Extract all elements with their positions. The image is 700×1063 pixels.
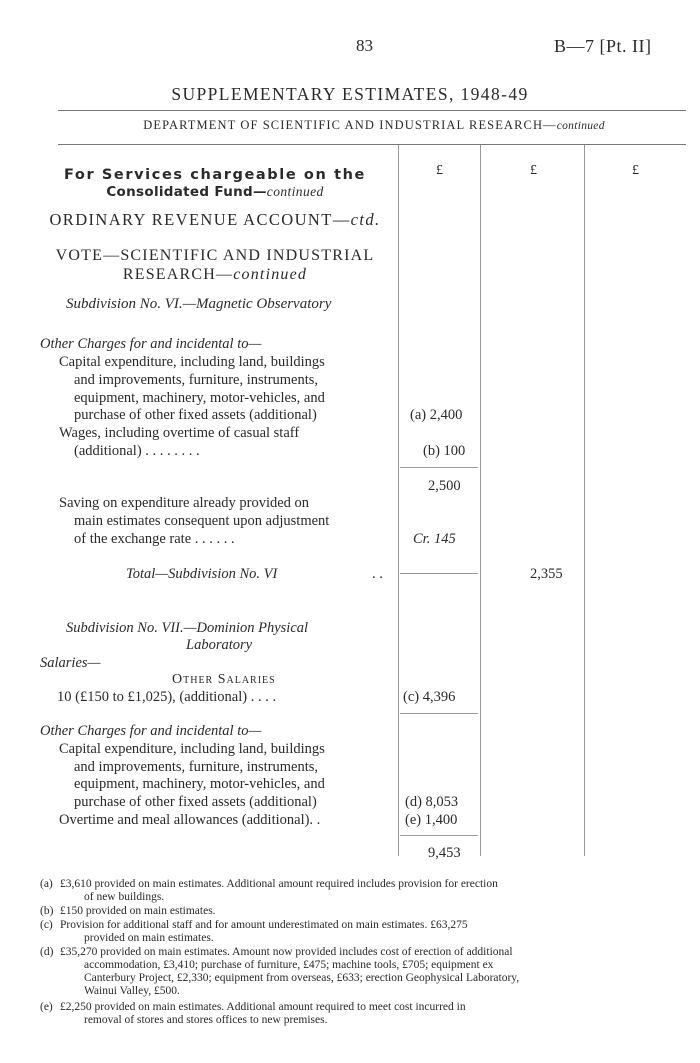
footnote-d-line-2: accommodation, £3,410; purchase of furniture, £475; machine tools, £705; equipment ex bbox=[84, 959, 494, 971]
services-heading-fund: Consolidated Fund—continued bbox=[106, 184, 324, 200]
sub7-other-charges: Other Charges for and incidental to— bbox=[40, 723, 262, 739]
sub6-subtotal-rule bbox=[400, 467, 478, 468]
sub7-salaries-amount: (c) 4,396 bbox=[403, 689, 456, 705]
sub6-total-rule bbox=[400, 573, 478, 574]
sub6-capital-amount: (a) 2,400 bbox=[410, 407, 463, 423]
footnote-d-label: (d) bbox=[40, 946, 54, 958]
sub7-capital-line-2: and improvements, furniture, instruments, bbox=[74, 759, 319, 775]
footnote-c-line-2: provided on main estimates. bbox=[84, 932, 214, 944]
footnote-e-label: (e) bbox=[40, 1001, 53, 1013]
sub6-capital-line-4: purchase of other fixed assets (additional) bbox=[74, 407, 317, 423]
column-rule-1 bbox=[398, 145, 399, 856]
sub7-overtime-amount: (e) 1,400 bbox=[405, 812, 458, 828]
sub7-salaries-rule bbox=[400, 713, 478, 714]
sub7-capital-line-1: Capital expenditure, including land, buildings bbox=[59, 741, 325, 757]
vote-heading: VOTE—SCIENTIFIC AND INDUSTRIAL RESEARCH—continued bbox=[55, 247, 375, 283]
sub6-capital-line-2: and improvements, furniture, instruments, bbox=[74, 372, 319, 388]
footnote-a-line-2: of new buildings. bbox=[84, 891, 165, 903]
footnote-d-line-4: Wainui Valley, £500. bbox=[84, 985, 180, 997]
page-number: 83 bbox=[356, 36, 373, 55]
sub6-wages-line-2: (additional) . . . . . . . . bbox=[74, 443, 200, 459]
sub6-wages-amount: (b) 100 bbox=[423, 443, 466, 459]
footnote-e-line-1: £2,250 provided on main estimates. Additional amount required to meet cost incurred in bbox=[60, 1001, 466, 1013]
footnote-c-line-1: Provision for additional staff and for amount underestimated on main estimates. £63,275 bbox=[60, 919, 468, 931]
footnote-a-label: (a) bbox=[40, 878, 53, 890]
sub6-saving-line-2: main estimates consequent upon adjustment bbox=[74, 513, 330, 529]
sub7-capital-line-4: purchase of other fixed assets (additional) bbox=[74, 794, 317, 810]
account-heading: ORDINARY REVENUE ACCOUNT—ctd. bbox=[49, 210, 381, 229]
sub7-salaries-line: 10 (£150 to £1,025), (additional) . . . . bbox=[57, 689, 277, 705]
footnote-b-label: (b) bbox=[40, 905, 54, 917]
footnote-d-line-3: Canterbury Project, £2,330; equipment from overseas, £633; erection Geophysical Laboratory, bbox=[84, 972, 520, 984]
column-heading-1: £ bbox=[436, 163, 443, 178]
sub7-subtotal-rule bbox=[400, 835, 478, 836]
sub6-saving-line-3: of the exchange rate . . . . . . bbox=[74, 531, 235, 547]
sub7-other-salaries: Other Salaries bbox=[172, 672, 276, 687]
footnote-b-line-1: £150 provided on main estimates. bbox=[60, 905, 216, 917]
sub7-salaries: Salaries— bbox=[40, 655, 101, 671]
column-heading-3: £ bbox=[632, 163, 639, 178]
document-reference: B—7 [Pt. II] bbox=[554, 36, 652, 56]
title-rule bbox=[58, 110, 686, 111]
sub7-subtotal: 9,453 bbox=[428, 845, 461, 861]
footnote-c-label: (c) bbox=[40, 919, 53, 931]
subdivision-7-title-line-2: Laboratory bbox=[186, 637, 253, 653]
sub6-subtotal: 2,500 bbox=[428, 478, 461, 494]
sub6-saving-line-1: Saving on expenditure already provided on bbox=[59, 495, 310, 511]
sub6-total-amount: 2,355 bbox=[530, 566, 563, 582]
sub7-capital-amount: (d) 8,053 bbox=[405, 794, 459, 810]
department-heading: DEPARTMENT OF SCIENTIFIC AND INDUSTRIAL RESEARCH—continued bbox=[143, 118, 605, 132]
sub7-overtime-line: Overtime and meal allowances (additional). . bbox=[59, 812, 321, 828]
services-heading: For Services chargeable on the bbox=[64, 167, 366, 183]
header-rule bbox=[58, 144, 686, 145]
subdivision-7-title: Subdivision No. VII.—Dominion Physical bbox=[66, 620, 309, 636]
sub6-capital-line-1: Capital expenditure, including land, buildings bbox=[59, 354, 325, 370]
sub7-capital-line-3: equipment, machinery, motor-vehicles, and bbox=[74, 776, 325, 792]
column-heading-2: £ bbox=[530, 163, 537, 178]
subdivision-6-title: Subdivision No. VI.—Magnetic Observatory bbox=[66, 296, 332, 312]
sub6-saving-amount: Cr. 145 bbox=[413, 531, 456, 547]
sub6-wages-line-1: Wages, including overtime of casual staff bbox=[59, 425, 300, 441]
column-rule-2 bbox=[480, 145, 481, 856]
sub6-capital-line-3: equipment, machinery, motor-vehicles, and bbox=[74, 390, 325, 406]
column-rule-3 bbox=[584, 145, 585, 856]
sub6-total-dots: . . bbox=[372, 566, 383, 582]
document-title: SUPPLEMENTARY ESTIMATES, 1948-49 bbox=[171, 84, 529, 104]
footnote-e-line-2: removal of stores and stores offices to new premises. bbox=[84, 1014, 328, 1026]
footnote-a-line-1: £3,610 provided on main estimates. Additional amount required includes provision for erection bbox=[60, 878, 498, 890]
footnote-d-line-1: £35,270 provided on main estimates. Amount now provided includes cost of erection of additional bbox=[60, 946, 513, 958]
sub6-total-label: Total—Subdivision No. VI bbox=[126, 566, 278, 582]
sub6-other-charges: Other Charges for and incidental to— bbox=[40, 336, 262, 352]
